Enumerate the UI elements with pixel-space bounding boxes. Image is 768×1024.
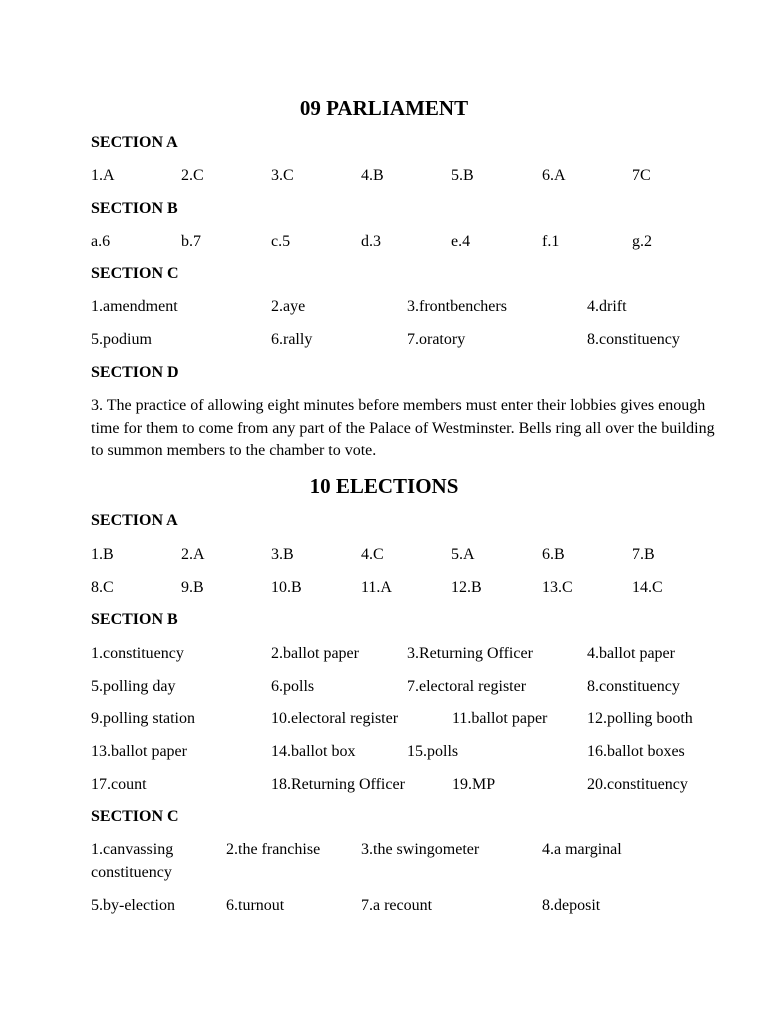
answer-item: 2.the franchise	[226, 841, 321, 858]
answer-item: 6.polls	[271, 678, 315, 695]
answer-item: 6.turnout	[226, 897, 285, 914]
answer-item: 3.frontbenchers	[407, 298, 507, 315]
section-heading: SECTION B	[91, 200, 178, 217]
section-heading: SECTION C	[91, 808, 179, 825]
answer-item: g.2	[632, 233, 652, 250]
section-heading: SECTION C	[91, 265, 179, 282]
answer-item: 12.polling booth	[587, 710, 693, 727]
answer-item: 16.ballot boxes	[587, 743, 685, 760]
answer-item: 1.amendment	[91, 298, 178, 315]
answer-item: 8.constituency	[587, 678, 680, 695]
answer-item: 1.B	[91, 546, 114, 563]
answer-item: 14.ballot box	[271, 743, 356, 760]
answer-item: 6.rally	[271, 331, 313, 348]
answer-item: 5.A	[451, 546, 475, 563]
answer-item: 20.constituency	[587, 776, 688, 793]
answer-item: 4.a marginal	[542, 841, 622, 858]
answer-item: 5.by-election	[91, 897, 175, 914]
answer-item: 4.C	[361, 546, 384, 563]
section-heading: SECTION A	[91, 134, 178, 151]
answer-item: c.5	[271, 233, 291, 250]
answer-item: 1.A	[91, 167, 115, 184]
answer-item: 7.B	[632, 546, 655, 563]
section-heading: SECTION B	[91, 611, 178, 628]
answer-item: 9.polling station	[91, 710, 195, 727]
answer-item: d.3	[361, 233, 381, 250]
answer-item: 4.ballot paper	[587, 645, 675, 662]
answer-item: 2.aye	[271, 298, 306, 315]
answer-item: f.1	[542, 233, 560, 250]
answer-item: 15.polls	[407, 743, 459, 760]
answer-item: 10.B	[271, 579, 302, 596]
answer-item: e.4	[451, 233, 471, 250]
answer-item: 11.ballot paper	[452, 710, 548, 727]
answer-item: 5.podium	[91, 331, 152, 348]
answer-item: 7C	[632, 167, 651, 184]
section-heading: SECTION A	[91, 512, 178, 529]
answer-item: 8.constituency	[587, 331, 680, 348]
answer-item: 3.Returning Officer	[407, 645, 533, 662]
answer-item: 13.ballot paper	[91, 743, 187, 760]
answer-item: 1.canvassing	[91, 841, 174, 858]
answer-item: 7.electoral register	[407, 678, 527, 695]
answer-item: b.7	[181, 233, 201, 250]
answer-item: 10.electoral register	[271, 710, 399, 727]
answer-item: 3.C	[271, 167, 294, 184]
answer-item: 4.B	[361, 167, 384, 184]
answer-item-continuation: constituency	[91, 864, 172, 881]
answer-item: 4.drift	[587, 298, 627, 315]
answer-item: 6.A	[542, 167, 566, 184]
answer-item: 8.deposit	[542, 897, 601, 914]
answer-item: 13.C	[542, 579, 573, 596]
answer-item: 18.Returning Officer	[271, 776, 405, 793]
answer-item: 12.B	[451, 579, 482, 596]
answer-item: 5.B	[451, 167, 474, 184]
answer-item: 3.B	[271, 546, 294, 563]
answer-item: a.6	[91, 233, 111, 250]
answer-item: 3.the swingometer	[361, 841, 480, 858]
chapter-title-parliament: 09 PARLIAMENT	[299, 96, 469, 120]
answer-item: 5.polling day	[91, 678, 176, 695]
answer-item: 9.B	[181, 579, 204, 596]
answer-item: 14.C	[632, 579, 663, 596]
answer-item: 7.a recount	[361, 897, 433, 914]
answer-item: 7.oratory	[407, 331, 466, 348]
section-d-paragraph: 3. The practice of allowing eight minutes before members must enter their lobbies gives enough time for them to come from any part of the Palace of Westminster. Bells ring all over the building to summon members to the chamber to vote.	[91, 397, 715, 459]
answer-item: 17.count	[91, 776, 147, 793]
answer-item: 1.constituency	[91, 645, 184, 662]
answer-item: 2.C	[181, 167, 204, 184]
answer-item: 19.MP	[452, 776, 496, 793]
answer-item: 6.B	[542, 546, 565, 563]
section-heading: SECTION D	[91, 364, 179, 381]
answer-item: 11.A	[361, 579, 392, 596]
answer-item: 8.C	[91, 579, 114, 596]
answer-item: 2.ballot paper	[271, 645, 359, 662]
answer-item: 2.A	[181, 546, 205, 563]
chapter-title-elections: 10 ELECTIONS	[309, 474, 459, 498]
